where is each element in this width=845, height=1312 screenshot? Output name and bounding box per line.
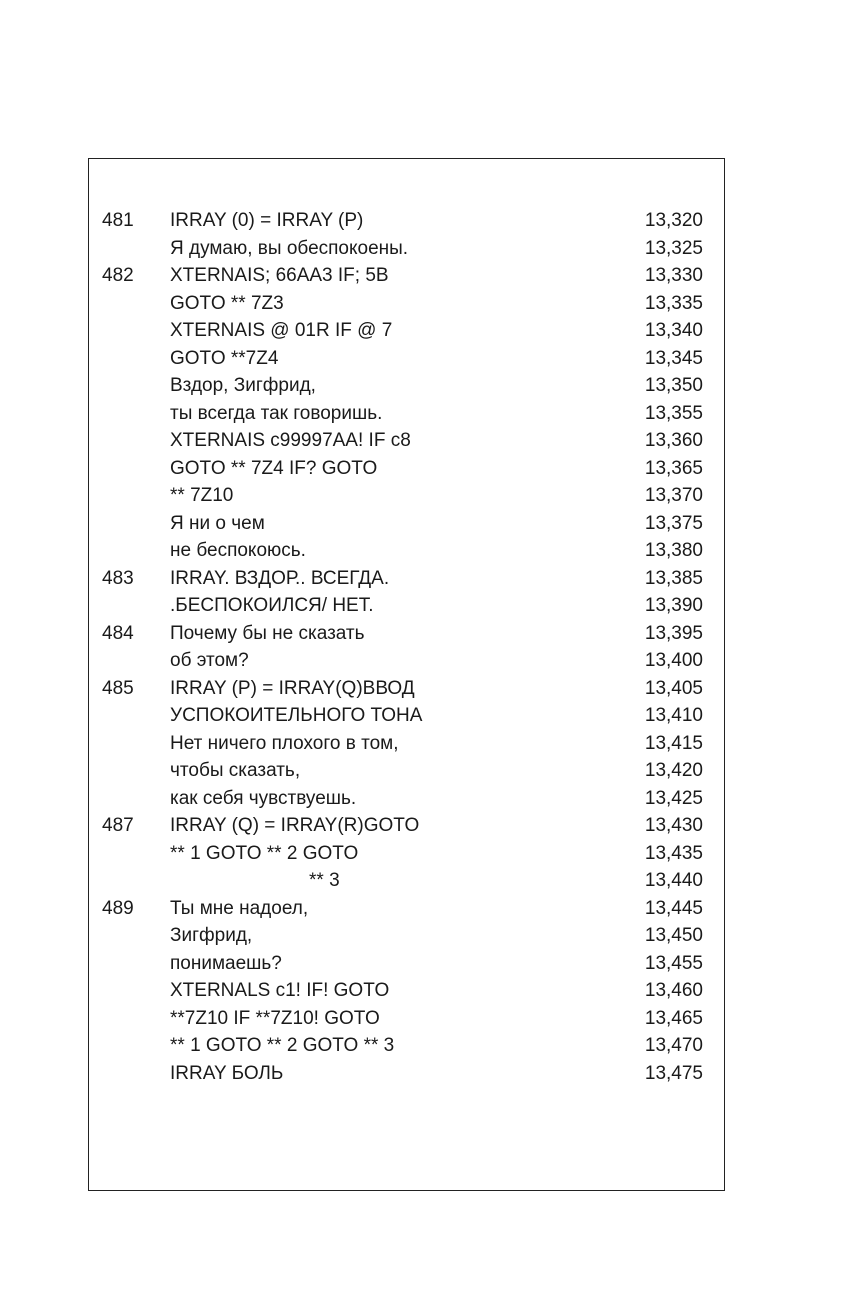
listing-row [89, 647, 724, 675]
line-text: **7Z10 IF **7Z10! GOTO [170, 1007, 380, 1029]
line-value: 13,350 [644, 375, 703, 396]
listing-row [89, 620, 724, 648]
line-value: 13,360 [644, 430, 703, 451]
line-text: Ты мне надоел, [170, 897, 309, 919]
listing-row [89, 317, 724, 345]
listing-row [89, 537, 724, 565]
line-text: Зигфрид, [170, 925, 253, 946]
line-number: 482 [102, 265, 134, 286]
line-text: ** 3 [309, 870, 340, 891]
line-value: 13,365 [644, 457, 703, 479]
line-value: 13,470 [644, 1035, 703, 1056]
line-text: УСПОКОИТЕЛЬНОГО ТОНА [170, 705, 423, 726]
line-value: 13,445 [644, 897, 703, 919]
listing-row [89, 812, 724, 840]
line-value: 13,335 [644, 292, 703, 314]
line-value: 13,340 [644, 320, 703, 341]
line-text: XTERNALS c1! IF! GOTO [170, 980, 390, 1001]
line-text: GOTO ** 7Z4 IF? GOTO [170, 457, 378, 479]
line-value: 13,370 [644, 485, 703, 506]
line-value: 13,425 [644, 787, 703, 809]
line-text: .БЕСПОКОИЛСЯ/ НЕТ. [170, 595, 374, 616]
line-text: IRRAY (Q) = IRRAY(R)GOTO [170, 815, 420, 836]
line-value: 13,345 [644, 347, 703, 369]
line-text: ** 1 GOTO ** 2 GOTO [170, 842, 359, 864]
listing-row [89, 400, 724, 428]
listing-rows [89, 207, 724, 1087]
listing-row [89, 207, 724, 235]
line-value: 13,405 [644, 677, 703, 699]
line-text: GOTO ** 7Z3 [170, 292, 284, 314]
line-value: 13,330 [644, 265, 703, 286]
line-number: 483 [102, 567, 134, 589]
line-text: XTERNAIS c99997AA! IF c8 [170, 430, 411, 451]
line-value: 13,415 [644, 732, 703, 754]
line-value: 13,455 [644, 952, 703, 974]
line-value: 13,460 [644, 980, 703, 1001]
line-text: GOTO **7Z4 [170, 347, 279, 369]
listing-row [89, 785, 724, 813]
line-number: 484 [102, 622, 134, 644]
line-text: Я ни о чем [170, 512, 265, 534]
listing-row [89, 675, 724, 703]
listing-row [89, 1032, 724, 1060]
line-number: 487 [102, 815, 134, 836]
line-value: 13,475 [644, 1062, 703, 1084]
line-value: 13,390 [644, 595, 703, 616]
line-text: понимаешь? [170, 952, 282, 974]
line-text: Вздор, Зигфрид, [170, 375, 316, 396]
listing-row [89, 867, 724, 895]
listing-row [89, 922, 724, 950]
listing-row [89, 702, 724, 730]
line-text: об этом? [170, 650, 249, 671]
listing-row [89, 482, 724, 510]
listing-row [89, 977, 724, 1005]
line-text: Почему бы не сказать [170, 622, 365, 644]
line-text: IRRAY БОЛЬ [170, 1062, 284, 1084]
line-text: XTERNAIS @ 01R IF @ 7 [170, 320, 393, 341]
line-text: ты всегда так говоришь. [170, 402, 383, 424]
line-value: 13,320 [644, 210, 703, 231]
listing-frame [88, 158, 725, 1191]
listing-row [89, 510, 724, 538]
line-value: 13,385 [644, 567, 703, 589]
listing-row [89, 895, 724, 923]
listing-row [89, 565, 724, 593]
listing-row [89, 1005, 724, 1033]
line-value: 13,380 [644, 540, 703, 561]
listing-row [89, 757, 724, 785]
listing-row [89, 592, 724, 620]
line-number: 485 [102, 677, 134, 699]
line-value: 13,400 [644, 650, 703, 671]
listing-row [89, 840, 724, 868]
line-value: 13,355 [644, 402, 703, 424]
line-text: IRRAY (0) = IRRAY (P) [170, 210, 364, 231]
line-text: Нет ничего плохого в том, [170, 732, 399, 754]
line-text: чтобы сказать, [170, 760, 301, 781]
line-text: не беспокоюсь. [170, 540, 306, 561]
line-value: 13,465 [644, 1007, 703, 1029]
listing-row [89, 427, 724, 455]
line-value: 13,375 [644, 512, 703, 534]
line-text: ** 1 GOTO ** 2 GOTO ** 3 [170, 1035, 395, 1056]
listing-row [89, 730, 724, 758]
line-value: 13,325 [644, 237, 703, 259]
line-value: 13,420 [644, 760, 703, 781]
line-value: 13,435 [644, 842, 703, 864]
listing-row [89, 345, 724, 373]
listing-row [89, 455, 724, 483]
line-text: Я думаю, вы обеспокоены. [170, 237, 409, 259]
listing-row [89, 1060, 724, 1088]
line-number: 481 [102, 210, 134, 231]
line-text: IRRAY (P) = IRRAY(Q)ВВОД [170, 677, 415, 699]
line-value: 13,410 [644, 705, 703, 726]
listing-row [89, 290, 724, 318]
listing-row [89, 372, 724, 400]
line-text: IRRAY. ВЗДОР.. ВСЕГДА. [170, 567, 390, 589]
listing-row [89, 235, 724, 263]
line-value: 13,450 [644, 925, 703, 946]
listing-row [89, 950, 724, 978]
line-text: как себя чувствуешь. [170, 787, 357, 809]
line-value: 13,440 [644, 870, 703, 891]
line-number: 489 [102, 897, 134, 919]
line-text: ** 7Z10 [170, 485, 234, 506]
listing-row [89, 262, 724, 290]
line-value: 13,395 [644, 622, 703, 644]
line-text: XTERNAIS; 66AA3 IF; 5B [170, 265, 389, 286]
line-value: 13,430 [644, 815, 703, 836]
